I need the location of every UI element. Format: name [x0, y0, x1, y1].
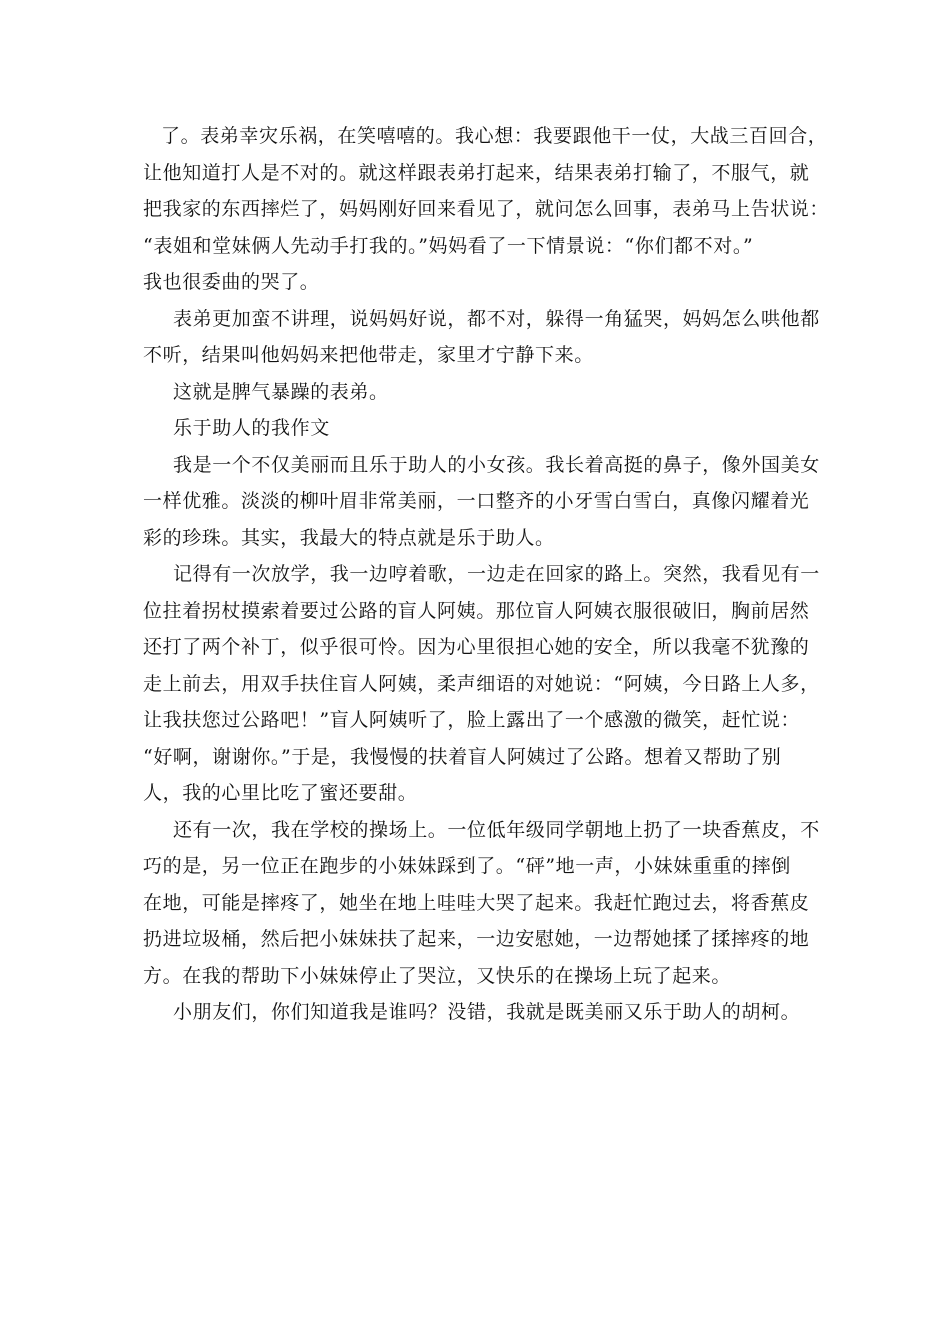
paragraph-start: 记得有一次放学，我一边哼着歌，一边走在回家的路上。突然，我看见有一: [173, 563, 820, 585]
text-line: 我也很委曲的哭了。: [143, 271, 320, 293]
text-line: 了。表弟幸灾乐祸，在笑嘻嘻的。我心想：我要跟他干一仗，大战三百回合，: [161, 125, 828, 147]
paragraph-start: 这就是脾气暴躁的表弟。: [173, 380, 389, 403]
text-line: “表姐和堂妹俩人先动手打我的。”妈妈看了一下情景说：“你们都不对。”: [143, 234, 754, 257]
text-line: “好啊，谢谢你。”于是，我慢慢的扶着盲人阿姨过了公路。想着又帮助了别: [143, 745, 782, 768]
text-line: 巧的是，另一位正在跑步的小妹妹踩到了。“砰”地一声，小妹妹重重的摔倒: [143, 855, 791, 877]
text-line: 彩的珍珠。其实，我最大的特点就是乐于助人。: [143, 526, 555, 549]
document-body: [143, 118, 830, 1031]
essay-title: 乐于助人的我作文: [173, 417, 330, 439]
paragraph-start: 我是一个不仅美丽而且乐于助人的小女孩。我长着高挺的鼻子，像外国美女: [173, 453, 820, 476]
text-line: 位拄着拐杖摸索着要过公路的盲人阿姨。那位盲人阿姨衣服很破旧，胸前居然: [143, 599, 810, 622]
text-line: 走上前去，用双手扶住盲人阿姨，柔声细语的对她说：“阿姨，今日路上人多，: [143, 672, 820, 695]
text-line: 人，我的心里比吃了蜜还要甜。: [143, 782, 418, 804]
text-line: 还打了两个补丁，似乎很可怜。因为心里很担心她的安全，所以我毫不犹豫的: [143, 636, 810, 658]
text-line: 让我扶您过公路吧！”盲人阿姨听了，脸上露出了一个感激的微笑，赶忙说：: [143, 709, 801, 731]
paragraph-start: 还有一次，我在学校的操场上。一位低年级同学朝地上扔了一块香蕉皮，不: [173, 818, 820, 841]
text-line: 扔进垃圾桶，然后把小妹妹扶了起来，一边安慰她，一边帮她揉了揉摔疼的地: [143, 928, 810, 950]
text-line: 方。在我的帮助下小妹妹停止了哭泣，又快乐的在操场上玩了起来。: [143, 964, 732, 987]
text-line: 在地，可能是摔疼了，她坐在地上哇哇大哭了起来。我赶忙跑过去，将香蕉皮: [143, 891, 810, 914]
text-line: 一样优雅。淡淡的柳叶眉非常美丽，一口整齐的小牙雪白雪白，真像闪耀着光: [143, 490, 810, 512]
text-line: 不听，结果叫他妈妈来把他带走，家里才宁静下来。: [143, 344, 594, 366]
paragraph-start: 表弟更加蛮不讲理，说妈妈好说，都不对，躲得一角猛哭，妈妈怎么哄他都: [173, 307, 820, 330]
text-line: 把我家的东西摔烂了，妈妈刚好回来看见了，就问怎么回事，表弟马上告状说：: [143, 198, 830, 220]
paragraph-start: 小朋友们，你们知道我是谁吗？没错，我就是既美丽又乐于助人的胡柯。: [173, 1001, 801, 1023]
text-line: 让他知道打人是不对的。就这样跟表弟打起来，结果表弟打输了，不服气，就: [143, 161, 810, 184]
